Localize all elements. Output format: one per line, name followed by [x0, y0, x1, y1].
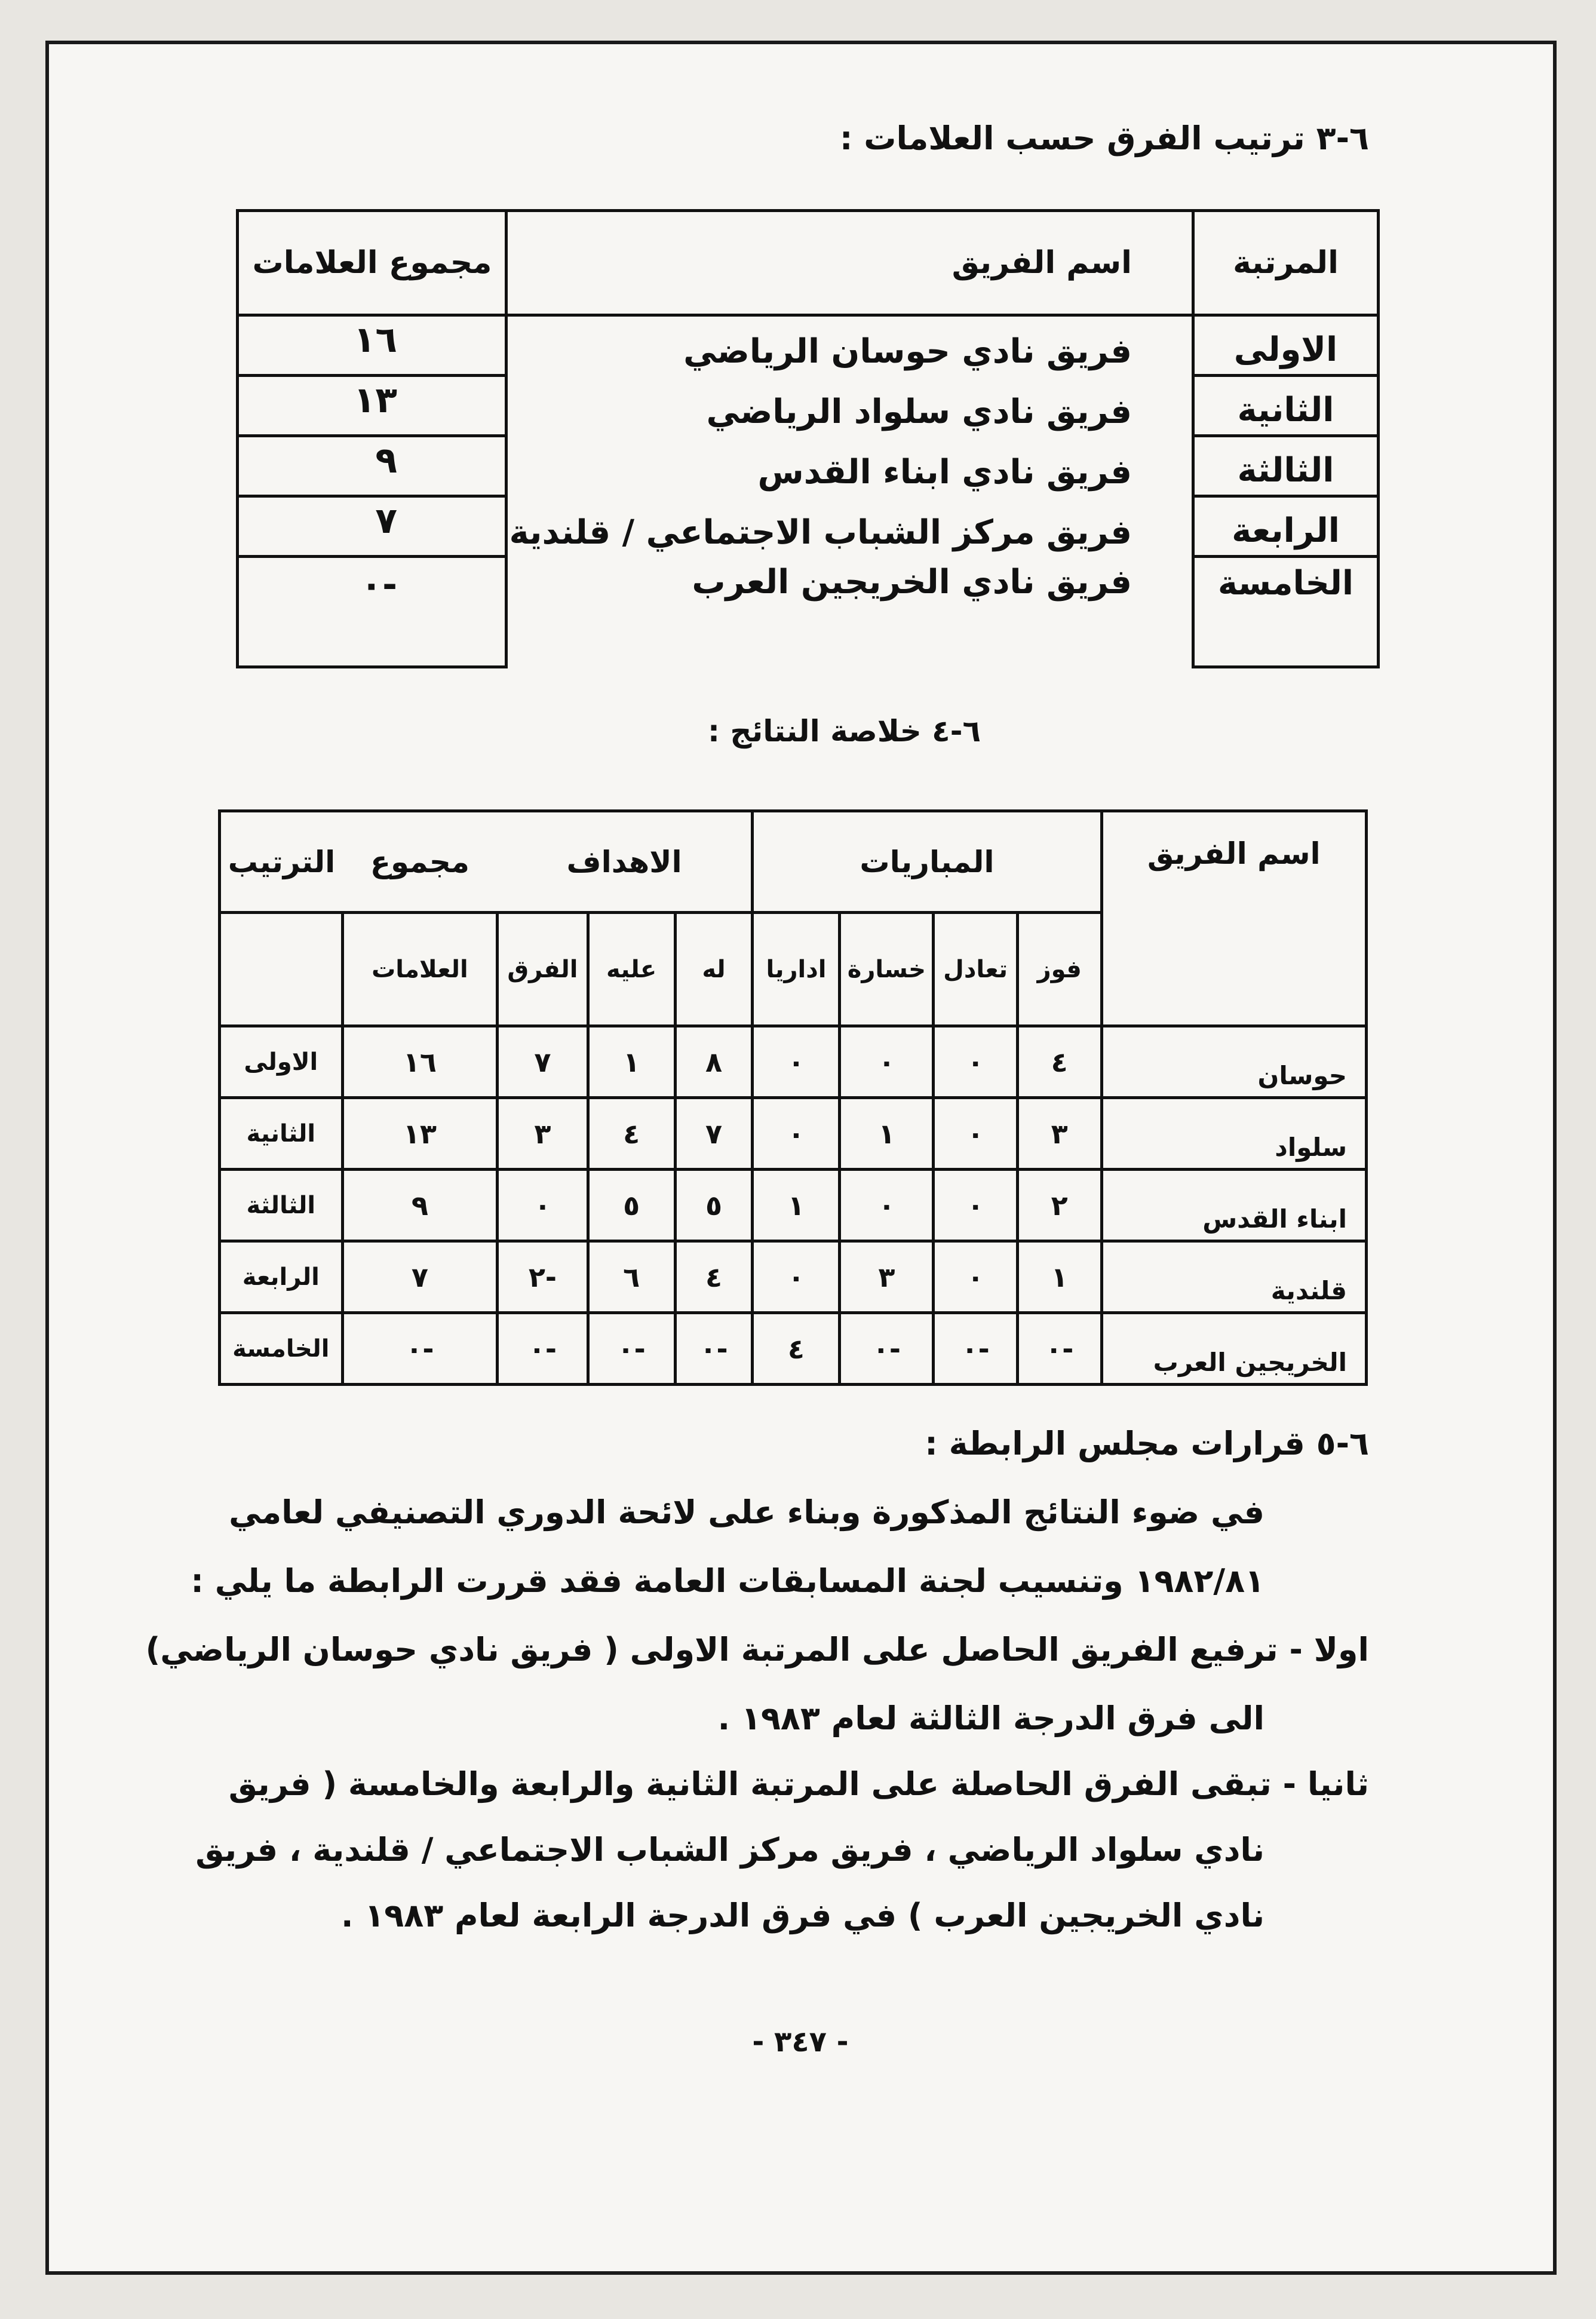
- goals-header: الاهداف: [498, 811, 753, 913]
- loss-cell: ١: [840, 1098, 934, 1170]
- table-row: [220, 1241, 1367, 1313]
- diff-cell: ٧: [498, 1026, 588, 1098]
- marks-cell: -٠: [342, 1313, 498, 1385]
- team-header: اسم الفريق: [1101, 811, 1366, 1026]
- loss-header: خسارة: [840, 913, 934, 1026]
- team-cell: فريق نادي الخريجين العرب: [507, 557, 1193, 667]
- marks-cell: ٩: [342, 1170, 498, 1241]
- table-row: [220, 1170, 1367, 1241]
- rank-cell: الثالثة: [1193, 436, 1379, 496]
- against-cell: ٥: [588, 1170, 675, 1241]
- team-cell: سلواد: [1101, 1098, 1366, 1170]
- table-row: [220, 1026, 1367, 1098]
- for-cell: ٨: [675, 1026, 753, 1098]
- team-cell: فريق نادي حوسان الرياضي: [507, 315, 1193, 376]
- team-cell: قلندية: [1101, 1241, 1366, 1313]
- marks-cell: ٧: [342, 1241, 498, 1313]
- win-cell: ٣: [1017, 1098, 1101, 1170]
- table-row: [238, 315, 1379, 376]
- draw-cell: -٠: [934, 1313, 1018, 1385]
- for-header: له: [675, 913, 753, 1026]
- win-cell: ١: [1017, 1241, 1101, 1313]
- rank-cell: الرابعة: [220, 1241, 343, 1313]
- rank-cell: الثالثة: [220, 1170, 343, 1241]
- rank-header: المرتبة: [1193, 211, 1379, 315]
- win-cell: ٤: [1017, 1026, 1101, 1098]
- diff-cell: -٢: [498, 1241, 588, 1313]
- decision-line: ١٩٨٢/٨١ وتنسيب لجنة المسابقات العامة فقد قررت الرابطة ما يلي :: [191, 1562, 1264, 1600]
- team-cell: فريق نادي ابناء القدس: [507, 436, 1193, 496]
- table-row: [238, 376, 1379, 436]
- marks-cell: ١٣: [238, 376, 507, 436]
- rank-cell: الخامسة: [220, 1313, 343, 1385]
- decision-line: اولا - ترفيع الفريق الحاصل على المرتبة الاولى ( فريق نادي حوسان الرياضي): [145, 1631, 1369, 1668]
- section-rank-title: ٦-٣ ترتيب الفرق حسب العلامات :: [839, 119, 1369, 157]
- decision-line: نادي الخريجين العرب ) في فرق الدرجة الرابعة لعام ١٩٨٣ .: [340, 1897, 1264, 1934]
- decision-line: ثانيا - تبقى الفرق الحاصلة على المرتبة الثانية والرابعة والخامسة ( فريق: [228, 1765, 1369, 1803]
- draw-cell: ٠: [934, 1026, 1018, 1098]
- admin-header: اداريا: [753, 913, 840, 1026]
- admin-cell: ٠: [753, 1098, 840, 1170]
- page-number: - ٣٤٧ -: [752, 2025, 849, 2059]
- rank-cell: الرابعة: [1193, 496, 1379, 557]
- diff-cell: ٠: [498, 1170, 588, 1241]
- admin-cell: ٤: [753, 1313, 840, 1385]
- draw-cell: ٠: [934, 1170, 1018, 1241]
- marks-cell: -٠: [238, 557, 507, 667]
- win-cell: -٠: [1017, 1313, 1101, 1385]
- decision-line: نادي سلواد الرياضي ، فريق مركز الشباب الاجتماعي / قلندية ، فريق: [195, 1831, 1264, 1869]
- marks-header: مجموع العلامات: [238, 211, 507, 315]
- loss-cell: -٠: [840, 1313, 934, 1385]
- against-cell: ٦: [588, 1241, 675, 1313]
- for-cell: ٥: [675, 1170, 753, 1241]
- decision-line: الى فرق الدرجة الثالثة لعام ١٩٨٣ .: [717, 1700, 1264, 1737]
- against-cell: ٤: [588, 1098, 675, 1170]
- rank-cell: الخامسة: [1193, 557, 1379, 667]
- table-row: [238, 496, 1379, 557]
- table-row: [238, 436, 1379, 496]
- marks-cell: ١٦: [342, 1026, 498, 1098]
- marks-cell: ٧: [238, 496, 507, 557]
- admin-cell: ٠: [753, 1241, 840, 1313]
- against-header: عليه: [588, 913, 675, 1026]
- team-header: اسم الفريق: [507, 211, 1193, 315]
- loss-cell: ٠: [840, 1026, 934, 1098]
- rank-subheader-empty: [220, 913, 343, 1026]
- team-cell: فريق نادي سلواد الرياضي: [507, 376, 1193, 436]
- team-cell: حوسان: [1101, 1026, 1366, 1098]
- draw-cell: ٠: [934, 1098, 1018, 1170]
- rank-header: الترتيب: [220, 811, 343, 913]
- table-row: [238, 557, 1379, 667]
- against-cell: ١: [588, 1026, 675, 1098]
- loss-cell: ٣: [840, 1241, 934, 1313]
- total-header: مجموع: [342, 811, 498, 913]
- rank-cell: الاولى: [220, 1026, 343, 1098]
- section-summary-title: ٦-٤ خلاصة النتائج :: [708, 714, 981, 749]
- table-row: [220, 1098, 1367, 1170]
- for-cell: -٠: [675, 1313, 753, 1385]
- marks-cell: ١٦: [238, 315, 507, 376]
- rank-cell: الاولى: [1193, 315, 1379, 376]
- for-cell: ٤: [675, 1241, 753, 1313]
- diff-cell: ٣: [498, 1098, 588, 1170]
- section-decisions-title: ٦-٥ قرارات مجلس الرابطة :: [925, 1425, 1369, 1462]
- team-cell: الخريجين العرب: [1101, 1313, 1366, 1385]
- against-cell: -٠: [588, 1313, 675, 1385]
- marks-cell: ٩: [238, 436, 507, 496]
- admin-cell: ١: [753, 1170, 840, 1241]
- diff-header: الفرق: [498, 913, 588, 1026]
- rank-cell: الثانية: [1193, 376, 1379, 436]
- win-cell: ٢: [1017, 1170, 1101, 1241]
- marks-header: العلامات: [342, 913, 498, 1026]
- loss-cell: ٠: [840, 1170, 934, 1241]
- draw-header: تعادل: [934, 913, 1018, 1026]
- team-cell: فريق مركز الشباب الاجتماعي / قلندية: [507, 496, 1193, 557]
- rank-table: [236, 209, 1380, 668]
- decision-line: في ضوء النتائج المذكورة وبناء على لائحة الدوري التصنيفي لعامي: [229, 1493, 1264, 1531]
- diff-cell: -٠: [498, 1313, 588, 1385]
- admin-cell: ٠: [753, 1026, 840, 1098]
- marks-cell: ١٣: [342, 1098, 498, 1170]
- rank-cell: الثانية: [220, 1098, 343, 1170]
- win-header: فوز: [1017, 913, 1101, 1026]
- matches-header: المباريات: [753, 811, 1101, 913]
- table-row: [220, 1313, 1367, 1385]
- summary-table: [218, 809, 1368, 1386]
- team-cell: ابناء القدس: [1101, 1170, 1366, 1241]
- for-cell: ٧: [675, 1098, 753, 1170]
- draw-cell: ٠: [934, 1241, 1018, 1313]
